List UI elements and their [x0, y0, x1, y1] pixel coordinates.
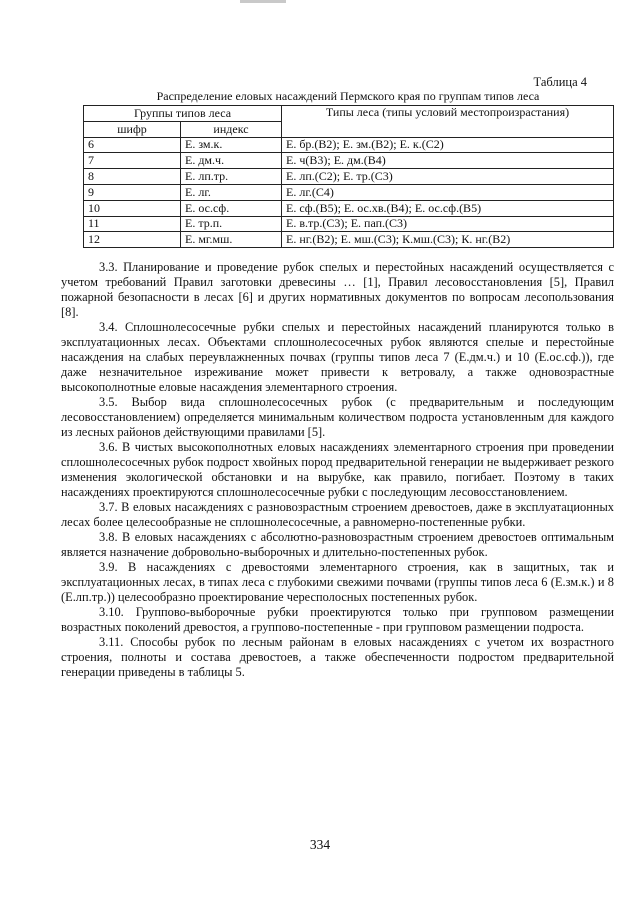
paragraph-3-7: 3.7. В еловых насаждениях с разновозрастным строением древостоев, даже в эксплуатационных лесах более целесообразные не сплошнолесосечные, а равномерно-постепенные рубки. — [61, 500, 614, 529]
groups-header: Группы типов леса — [84, 106, 282, 122]
table-row — [84, 184, 614, 200]
paragraph-3-9: 3.9. В насаждениях с древостоями элементарного строения, как в защитных, так и эксплуатационных лесах, в типах леса с глубокими свежими почвами (группы типов леса 6 (Е.зм.к.) и 8 (Е.лп.тр.)) целесообразно проектирование чересполосных постепенных рубок. — [61, 560, 614, 604]
table-number-label: Таблица 4 — [533, 75, 587, 89]
paragraph-3-6: 3.6. В чистых высокополнотных еловых насаждениях элементарного строения при проведении сплошнолесосечных рубок подрост хвойных пород предварительной генерации не выдерживает резкого изменения экологической обстановки и на вырубке, как правило, погибает. Поэтому в таких насаждениях проектируются сплошнолесосечные рубки с последующим лесовосстановлением. — [61, 440, 614, 499]
index-cell: Е. зм.к. — [181, 137, 282, 153]
table-caption: Распределение еловых насаждений Пермского края по группам типов леса — [156, 89, 540, 103]
paragraph-3-3: 3.3. Планирование и проведение рубок спелых и перестойных насаждений осуществляется с учетом требований Правил заготовки древесины … [1], Правил лесовосстановления [5], Правил пожарной безопасности в лесах [6] и других нормативных документов по вопросам лесопользования [8]. — [61, 260, 614, 319]
table-row — [84, 153, 614, 169]
table-header-row — [84, 106, 614, 122]
paragraph-3-10: 3.10. Группово-выборочные рубки проектируются только при групповом размещении возрастных поколений древостоя, а группово-постепенные - при групповом размещении подроста. — [61, 605, 614, 634]
paragraph-3-8: 3.8. В еловых насаждениях с абсолютно-разновозрастным строением древостоев оптимальным является назначение добровольно-выборочных и длительно-постепенных рубок. — [61, 530, 614, 559]
types-cell: Е. нг.(В2); Е. мш.(С3); К.мш.(С3); К. нг.(В2) — [282, 232, 614, 248]
code-header: шифр — [84, 121, 181, 137]
index-cell: Е. лг. — [181, 184, 282, 200]
index-cell: Е. лп.тр. — [181, 169, 282, 185]
table-row — [84, 216, 614, 232]
code-cell: 7 — [84, 153, 181, 169]
page-number: 334 — [309, 837, 331, 852]
table-row — [84, 137, 614, 153]
code-cell: 12 — [84, 232, 181, 248]
types-cell: Е. бр.(В2); Е. зм.(В2); Е. к.(С2) — [282, 137, 614, 153]
code-cell: 6 — [84, 137, 181, 153]
types-cell: Е. сф.(В5); Е. ос.хв.(В4); Е. ос.сф.(В5) — [282, 200, 614, 216]
code-cell: 11 — [84, 216, 181, 232]
types-header: Типы леса (типы условий местопроизрастания) — [282, 106, 614, 138]
forest-type-table — [83, 105, 614, 248]
types-cell: Е. ч(В3); Е. дм.(В4) — [282, 153, 614, 169]
table-row — [84, 232, 614, 248]
paragraph-3-11: 3.11. Способы рубок по лесным районам в еловых насаждениях с учетом их возрастного строения, полноты и состава древостоев, а также обеспеченности подростом предварительной генерации приведены в таблицы 5. — [61, 635, 614, 679]
code-cell: 8 — [84, 169, 181, 185]
index-cell: Е. мг.мш. — [181, 232, 282, 248]
table-row — [84, 200, 614, 216]
types-cell: Е. в.тр.(С3); Е. пап.(С3) — [282, 216, 614, 232]
index-cell: Е. ос.сф. — [181, 200, 282, 216]
index-cell: Е. тр.п. — [181, 216, 282, 232]
paragraph-3-4: 3.4. Сплошнолесосечные рубки спелых и перестойных насаждений планируются только в эксплуатационных лесах. Объектами сплошнолесосечных рубок являются спелые и перестойные насаждения на слабых переувлажненных почвах (группы типов леса 7 (Е.дм.ч.) и 10 (Е.ос.сф.)), где даже незначительное изреживание может привести к ветровалу, а также одновозрастные высокополнотные еловые насаждения элементарного строения. — [61, 320, 614, 394]
scan-mark — [240, 0, 286, 3]
types-cell: Е. лп.(С2); Е. тр.(С3) — [282, 169, 614, 185]
index-cell: Е. дм.ч. — [181, 153, 282, 169]
types-cell: Е. лг.(С4) — [282, 184, 614, 200]
code-cell: 10 — [84, 200, 181, 216]
code-cell: 9 — [84, 184, 181, 200]
body-text — [61, 260, 614, 680]
paragraph-3-5: 3.5. Выбор вида сплошнолесосечных рубок (с предварительным и последующим лесовосстановлением) определяется минимальным количеством подроста установленным для каждого из лесных районов действующими правилами [5]. — [61, 395, 614, 439]
table-row — [84, 169, 614, 185]
index-header: индекс — [181, 121, 282, 137]
